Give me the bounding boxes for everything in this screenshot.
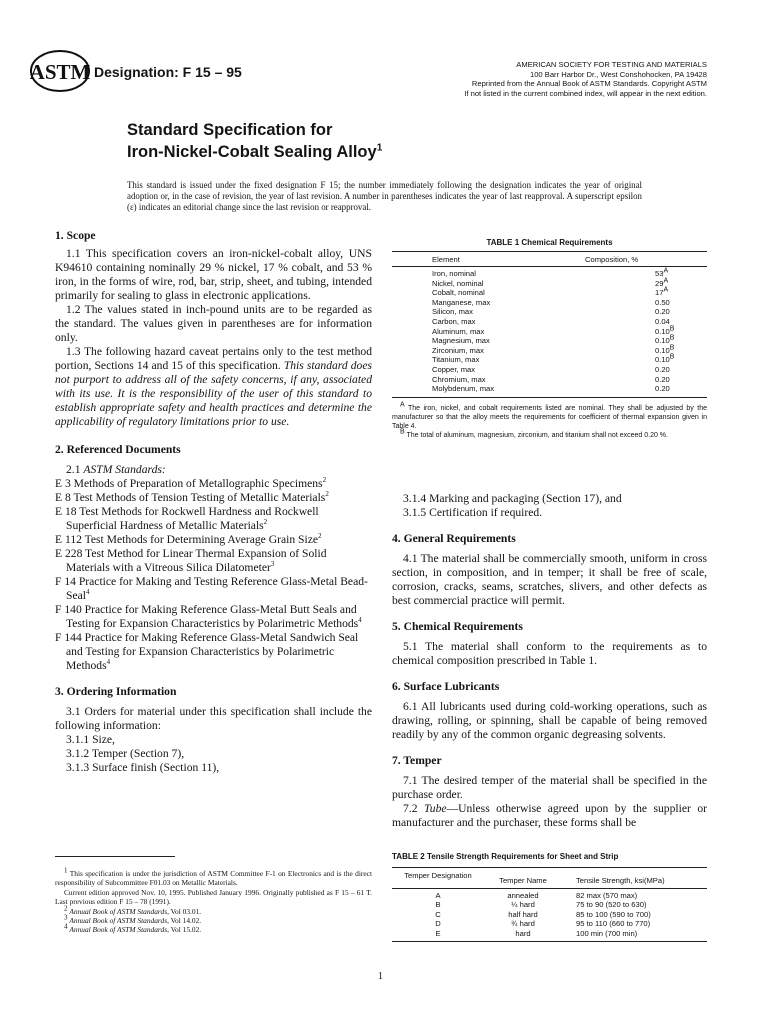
composition-cell: $53^A$ [655,267,669,278]
ordering-item: 3.1.3 Surface finish (Section 11), [66,761,220,774]
title-footnote-ref: 1 [376,142,383,154]
ordering-item: 3.1.5 Certification if required. [403,506,543,519]
publisher-block [400,60,707,98]
composition-cell: $0.10^B$ [655,334,675,346]
element-cell: Carbon, max [432,316,476,326]
table-chemical-requirements [392,238,707,440]
ordering-paragraph: 3.1 Orders for material under this specification shall include the following information: [55,705,372,732]
document-title [127,119,382,163]
element-cell: Silicon, max [432,307,473,317]
element-cell: Nickel, nominal [432,278,484,288]
title-line-2: Iron-Nickel-Cobalt Sealing Alloy$^1$ [127,142,383,161]
astm-logo-text: ASTM [30,60,90,84]
composition-cell: 0.20 [655,374,670,384]
ordering-item: 3.1.1 Size, [66,733,115,746]
table-row [392,288,707,298]
element-cell: Iron, nominal [432,269,476,278]
footnotes [55,856,372,935]
table-header-cell: Composition, % [585,255,639,264]
section-heading-referenced: 2. Referenced Documents [55,443,181,456]
lubricants-paragraph: 6.1 All lubricants used during cold-working operations, such as drawing, rolling, or spinning, shall be capable of being removed readily by any of the common organic degreasing solvents. [392,700,707,741]
tensile-strength-cell: 82 max (570 max) [576,890,638,900]
temper-designation-cell: D [435,919,441,929]
chemical-paragraph: 5.1 The material shall conform to the requirements as to chemical composition prescribed in Table 1. [392,640,707,667]
footnote-divider [55,856,175,857]
footnote: $^2$ Annual Book of ASTM Standards, Vol 03.01. [64,904,202,916]
ordering-item: 3.1.2 Temper (Section 7), [66,747,185,760]
composition-cell: 0.04 [655,316,670,326]
safety-caveat: This standard does not purport to address all of the safety concerns, if any, associated with its use. It is the responsibility of the user of this standard to establish appropriate safety and health practices and determine the applicability of regulatory limitations prior to use. [55,359,373,428]
table-note: $^A$ The iron, nickel, and cobalt requirements listed are nominal. They shall be adjusted by the manufacturer so that the alloy meets the requirements for coefficient of thermal expansion given in Table 4. [392,401,707,430]
astm-logo [30,50,90,92]
table-header-row [392,867,707,889]
title-line-1: Standard Specification for [127,121,333,139]
publisher-line: Reprinted from the Annual Book of ASTM Standards. Copyright ASTM [471,79,707,89]
table-row [392,336,707,346]
publisher-line: AMERICAN SOCIETY FOR TESTING AND MATERIALS [516,60,707,69]
tensile-strength-cell: 95 to 110 (660 to 770) [576,919,651,929]
element-cell: Zirconium, max [432,345,484,355]
table-row [392,355,707,365]
table-header-row [392,251,707,267]
table-row [392,346,707,356]
temper-name-cell: hard [515,928,531,938]
temper-designation-cell: A [435,890,441,900]
element-cell: Aluminum, max [432,326,485,336]
composition-cell: $17^A$ [655,286,669,298]
table-row [392,307,707,317]
table-tensile-strength [392,852,707,942]
designation: Designation: F 15 – 95 [94,64,242,80]
table-row [392,910,707,920]
issuance-note: This standard is issued under the fixed designation F 15; the number immediately following the designation indicates the year of original adoption or, in the case of revision, the year of last revision. A number in parentheses indicates the year of last reapproval. A superscript epsilon (ε) indicates an editorial change since the last revision or reapproval. [127,180,642,212]
composition-cell: $0.10^B$ [655,325,675,336]
footnote: Current edition approved Nov. 10, 1995. Published January 1996. Originally published as F 15 – 61 T. Last previous edition F 15 – 78 (1991). [55,887,372,907]
section-heading-general: 4. General Requirements [392,532,516,545]
table-caption: TABLE 1 Chemical Requirements [486,238,613,247]
table-body [392,889,707,942]
composition-cell: $0.10^B$ [655,344,675,355]
table-body [392,267,707,398]
table-row [392,375,707,385]
reference-item: E 112 Test Methods for Determining Average Grain Size$^2$ [55,532,322,546]
ordering-item: 3.1.4 Marking and packaging (Section 17), and [403,492,622,505]
general-paragraph: 4.1 The material shall be commercially smooth, uniform in cross section, in composition, and in temper; it shall be free of scale, corrosion, cracks, seams, scratches, slivers, and other defects as best commercial practice will permit. [392,552,707,607]
tensile-strength-cell: 85 to 100 (590 to 700) [576,909,651,919]
referenced-subheading: 2.1 ASTM Standards: [66,463,166,476]
element-cell: Copper, max [432,364,476,374]
table-caption: TABLE 2 Tensile Strength Requirements for Sheet and Strip [392,852,619,861]
publisher-line: 100 Barr Harbor Dr., West Conshohocken, PA 19428 [529,69,707,79]
element-cell: Cobalt, nominal [432,288,485,298]
temper-name-cell: annealed [507,890,539,900]
temper-designation-cell: C [435,909,441,919]
temper-paragraph: 7.2 Tube—Unless otherwise agreed upon by the supplier or manufacturer and the purchaser, these forms shall be [392,802,707,829]
composition-cell: $29^A$ [655,277,669,288]
page-number: 1 [378,971,383,982]
section-heading-ordering: 3. Ordering Information [55,685,177,698]
section-heading-scope: 1. Scope [55,229,96,242]
composition-cell: $0.10^B$ [655,353,675,365]
reference-item: E 18 Test Methods for Rockwell Hardness and Rockwell Superficial Hardness of Metallic Materials$^2$ [55,505,319,532]
section-heading-lubricants: 6. Surface Lubricants [392,680,500,693]
temper-name-cell: ¾ hard [511,919,535,929]
table-header-cell: Tensile Strength, ksi(MPa) [576,876,665,885]
table-row [392,279,707,289]
temper-name-cell: half hard [508,909,538,919]
table-row [392,298,707,308]
element-cell: Chromium, max [432,374,486,384]
left-column [55,229,372,775]
reference-item: F 144 Practice for Making Reference Glass-Metal Sandwich Seal and Testing for Expansion Characteristics by Polarimetric Methods$^4$ [55,631,359,672]
reference-item: E 3 Methods of Preparation of Metallographic Specimens$^2$ [55,476,327,490]
element-cell: Molybdenum, max [432,384,495,394]
composition-cell: 0.20 [655,384,670,394]
scope-paragraph: 1.3 The following hazard caveat pertains only to the test method portion, Sections 14 and 15 of this specification. This standard does not purport to address all of the safety concerns, if any, associated with its use. It is the responsibility of the user of this standard to establish appropriate safety and health practices and determine the applicability of regulatory limitations prior to use. [55,345,373,428]
scope-paragraph: 1.2 The values stated in inch-pound units are to be regarded as the standard. The values given in parentheses are for information only. [55,303,372,344]
table-header-cell: Temper Designation [404,871,472,880]
reference-item: E 228 Test Method for Linear Thermal Expansion of Solid Materials with a Vitreous Silica Dilatometer$^3$ [55,547,327,574]
table-row [392,919,707,929]
temper-paragraph: 7.1 The desired temper of the material shall be specified in the purchase order. [392,774,707,801]
footnote: $^1$ This specification is under the jurisdiction of ASTM Committee F-1 on Electronics and is the direct responsibility of Subcommittee F01.03 on Metallic Materials. [55,866,372,888]
table-row [392,384,707,394]
table-row [392,900,707,910]
table-row [392,365,707,375]
composition-cell: 0.20 [655,307,670,317]
publisher-line: If not listed in the current combined index, will appear in the next edition. [464,88,707,98]
footnote: $^3$ Annual Book of ASTM Standards, Vol 14.02. [64,913,202,926]
reference-item: E 8 Test Methods of Tension Testing of Metallic Materials$^2$ [55,490,329,504]
tensile-strength-cell: 75 to 90 (520 to 630) [576,900,647,910]
composition-cell: 0.50 [655,297,670,307]
table-header-cell: Element [432,255,460,264]
table-row [392,317,707,327]
table-row [392,269,707,279]
tensile-strength-cell: 100 min (700 min) [576,928,638,938]
right-column [392,492,707,830]
temper-name-cell: ¼ hard [511,900,535,910]
temper-designation-cell: B [435,900,441,910]
section-heading-chemical: 5. Chemical Requirements [392,620,523,633]
table-header-cell: Temper Name [499,876,547,885]
reference-item: F 14 Practice for Making and Testing Reference Glass-Metal Bead-Seal$^4$ [55,575,368,602]
table-row [392,891,707,901]
table-note: $^B$ The total of aluminum, magnesium, zirconium, and titanium shall not exceed 0.20 %. [400,428,668,439]
scope-paragraph: 1.1 This specification covers an iron-nickel-cobalt alloy, UNS K94610 containing nominally 29 % nickel, 17 % cobalt, and 53 % iron, in the forms of wire, rod, bar, strip, sheet, and tubing, intended primarily for sealing to glass in electronic applications. [55,247,372,302]
element-cell: Magnesium, max [432,336,490,346]
temper-designation-cell: E [435,928,441,938]
section-heading-temper: 7. Temper [392,754,442,767]
table-row [392,929,707,939]
element-cell: Manganese, max [432,297,491,307]
reference-item: F 140 Practice for Making Reference Glass-Metal Butt Seals and Testing for Expansion Characteristics by Polarimetric Methods$^4$ [55,603,362,630]
composition-cell: 0.20 [655,364,670,374]
element-cell: Titanium, max [432,355,480,365]
table-row [392,327,707,337]
footnote: $^4$ Annual Book of ASTM Standards, Vol 15.02. [64,922,202,935]
